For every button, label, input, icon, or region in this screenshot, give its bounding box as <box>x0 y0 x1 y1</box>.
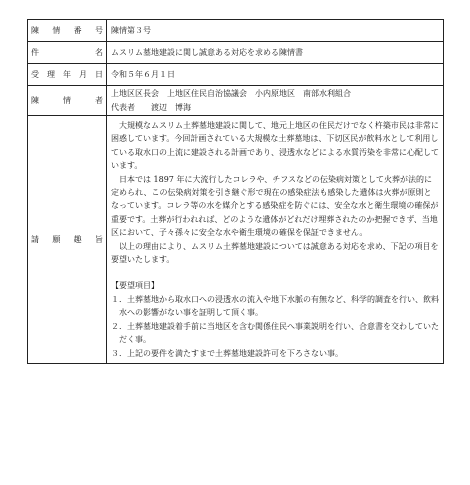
label-char: 件 <box>31 47 39 57</box>
label-char: 旨 <box>94 234 103 244</box>
label-char: 月 <box>79 69 87 79</box>
row-subject <box>28 42 444 64</box>
value-petition-purpose <box>107 116 444 364</box>
label-text <box>31 68 103 81</box>
value-received-date: 令和５年６月１日 <box>107 64 444 86</box>
label-petition-number <box>28 20 107 42</box>
label-petition-purpose <box>28 116 107 364</box>
petitioner-organizations: 上地区区長会 上地区住民自治協議会 小内原地区 南部水利組合 <box>111 89 351 99</box>
row-received-date <box>28 64 444 86</box>
petition-table <box>27 19 444 364</box>
value-subject: ムスリム墓地建設に関し誠意ある対応を求める陳情書 <box>107 42 444 64</box>
row-petition-purpose <box>28 116 444 364</box>
label-petitioner <box>28 86 107 116</box>
purpose-paragraph-3: 以上の理由により、ムスリム土葬墓地建設については誠意ある対応を求め、下記の項目を要望いたします。 <box>111 241 439 265</box>
label-char: 陳 <box>31 25 39 35</box>
purpose-paragraph-1: 大規模なムスリム土葬墓地建設に関して、地元上地区の住民だけでなく杵築市民は非常に困惑しています。今回計画されている大規模な土葬墓地は、下切区民が飲料水として利用している取水口の上流に建設される計画であり、浸透水などによる水質汚染を非常に心配しています。 <box>111 121 439 171</box>
row-petition-number <box>28 20 444 42</box>
label-char: 情 <box>52 25 61 35</box>
label-char: 受 <box>31 69 39 79</box>
row-petitioner <box>28 86 444 116</box>
value-petitioner <box>107 86 444 116</box>
label-received-date <box>28 64 107 86</box>
request-item-1: １．土葬墓地から取水口への浸透水の流入や地下水脈の有無など、科学的調査を行い、飲料水への影響がない事を証明して頂く事。 <box>111 294 439 318</box>
label-char: 理 <box>47 69 55 79</box>
request-item-2: ２．土葬墓地建設着手前に当地区を含む関係住民へ事業説明を行い、合意書を交わしていただく事。 <box>111 321 439 345</box>
label-char: 日 <box>95 69 103 79</box>
label-char: 番 <box>73 25 82 35</box>
label-text <box>31 24 103 37</box>
label-char: 願 <box>52 234 61 244</box>
label-char: 年 <box>63 69 71 79</box>
label-subject <box>28 42 107 64</box>
label-char: 陳 <box>31 95 39 105</box>
purpose-paragraph-2: 日本では 1897 年に大流行したコレラや、チフスなどの伝染病対策として火葬が法的に定められ、この伝染病対策を引き継ぐ形で現在の感染症法も感染した遺体は火葬が原則となっています。コレラ等の水を媒介とする感染症を防ぐには、安全な水と衛生環境の確保が重要です。土葬が行われれば、どのような遺体がどれだけ埋葬されたのか把握できず、当地区において、子々孫々に安全な水や衛生環境の確保を保証できません。 <box>111 174 439 238</box>
request-item-3: ３．上記の要件を満たすまで土葬墓地建設許可を下ろさない事。 <box>111 348 343 358</box>
petitioner-representative: 代表者 渡辺 博海 <box>111 102 191 112</box>
label-char: 趣 <box>73 234 82 244</box>
label-text <box>31 46 103 59</box>
label-char: 請 <box>31 234 39 244</box>
label-text <box>31 233 103 246</box>
label-char: 情 <box>63 95 71 105</box>
request-items-heading: 【要望項目】 <box>111 281 159 291</box>
label-text <box>31 94 103 107</box>
label-char: 号 <box>94 25 103 35</box>
value-petition-number: 陳情第３号 <box>107 20 444 42</box>
paragraph-spacer <box>111 266 439 279</box>
label-char: 者 <box>95 95 103 105</box>
label-char: 名 <box>95 47 103 57</box>
